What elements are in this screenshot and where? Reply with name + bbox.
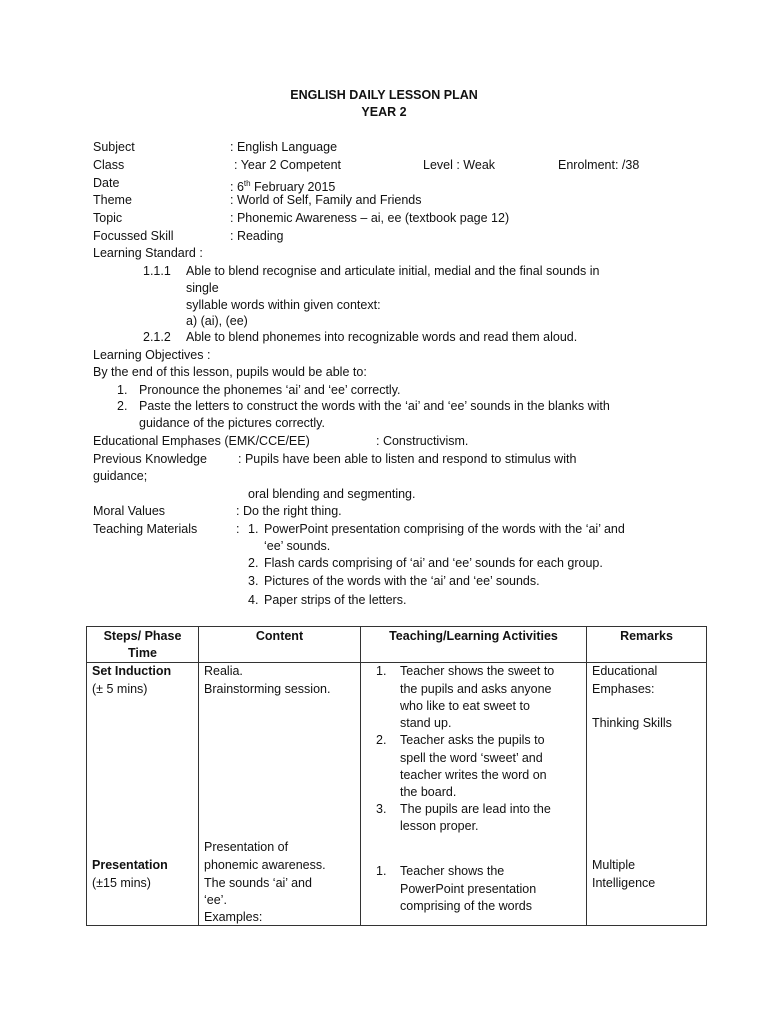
document-title: ENGLISH DAILY LESSON PLAN [290,88,478,102]
previous-knowledge-value: guidance; [93,469,148,483]
emphases-value: : Constructivism. [376,434,469,448]
date-label: Date [93,176,120,190]
class-label: Class [93,158,125,172]
standard-line: a) (ai), (ee) [186,314,248,328]
activity-line: comprising of the words [400,899,533,913]
teaching-materials-label: Teaching Materials [93,522,198,536]
material-text: Pictures of the words with the ‘ai’ and ‘ee’ sounds. [264,574,540,588]
topic-label: Topic [93,211,123,225]
moral-values-value: : Do the right thing. [236,504,342,518]
header-time: Time [128,646,157,660]
previous-knowledge-label: Previous Knowledge [93,452,207,466]
standard-line: single [186,281,219,295]
activity-line: stand up. [400,716,452,730]
activity-line: Teacher shows the sweet to [400,664,555,678]
activity-line: lesson proper. [400,819,479,833]
activity-line: PowerPoint presentation [400,882,537,896]
material-text: ‘ee’ sounds. [264,539,331,553]
date-suffix: February 2015 [250,180,336,195]
subject-label: Subject [93,140,135,154]
content-line: ‘ee’. [204,893,227,907]
objective-text: Paste the letters to construct the words with the ‘ai’ and ‘ee’ sounds in the blanks with [139,399,610,413]
remark-line: Educational [592,664,658,678]
theme-label: Theme [93,193,132,207]
table-row [87,663,707,926]
date-prefix: : 6 [230,180,244,195]
objective-text: guidance of the pictures correctly. [139,416,325,430]
focussed-skill-value: : Reading [230,229,284,243]
content-line: Brainstorming session. [204,682,331,696]
objective-number: 2. [117,399,128,413]
material-number: 3. [248,574,259,588]
standard-line: Able to blend phonemes into recognizable words and read them aloud. [186,330,578,344]
activity-number: 1. [376,664,387,678]
learning-objectives-label: Learning Objectives : [93,348,211,362]
content-cell [199,663,361,926]
enrolment-text: Enrolment: /38 [558,158,640,172]
previous-knowledge-value: : Pupils have been able to listen and respond to stimulus with [238,452,577,466]
previous-knowledge-value: oral blending and segmenting. [248,487,416,501]
content-line: phonemic awareness. [204,858,326,872]
lesson-steps-table [86,626,707,926]
date-superscript: th [243,179,251,188]
phase-cell [87,663,199,926]
material-number: 4. [248,593,259,607]
activity-line: Teacher asks the pupils to [400,733,545,747]
standard-line: syllable words within given context: [186,298,381,312]
remark-line: Multiple [592,858,636,872]
remark-line: Emphases: [592,682,655,696]
phase-time: (± 5 mins) [92,682,148,696]
moral-values-label: Moral Values [93,504,166,518]
theme-value: : World of Self, Family and Friends [230,193,422,207]
material-text: PowerPoint presentation comprising of the words with the ‘ai’ and [264,522,625,536]
emphases-label: Educational Emphases (EMK/CCE/EE) [93,434,310,448]
focussed-skill-label: Focussed Skill [93,229,174,243]
header-activities: Teaching/Learning Activities [361,627,587,663]
activity-line: Teacher shows the [400,864,505,878]
header-content: Content [199,627,361,663]
level-text: Level : Weak [423,158,496,172]
header-steps-phase-time [87,627,199,663]
remarks-cell [587,663,707,926]
remark-line: Intelligence [592,876,656,890]
standard-code: 1.1.1 [143,264,171,278]
table-header-row [87,627,707,663]
teaching-materials-colon: : [236,522,240,536]
activity-line: The pupils are lead into the [400,802,551,816]
objectives-intro: By the end of this lesson, pupils would be able to: [93,365,367,379]
learning-standard-label: Learning Standard : [93,246,203,260]
content-line: The sounds ‘ai’ and [204,876,312,890]
subject-value: : English Language [230,140,338,154]
document-subtitle: YEAR 2 [361,105,407,119]
remark-line: Thinking Skills [592,716,672,730]
standard-line: Able to blend recognise and articulate initial, medial and the final sounds in [186,264,600,278]
content-line: Realia. [204,664,243,678]
header-remarks: Remarks [587,627,707,663]
phase-set-induction: Set Induction [92,664,172,678]
phase-presentation: Presentation [92,858,168,872]
activity-number: 1. [376,864,387,878]
objective-text: Pronounce the phonemes ‘ai’ and ‘ee’ correctly. [139,383,401,397]
activity-number: 3. [376,802,387,816]
material-number: 2. [248,556,259,570]
phase-time: (±15 mins) [92,876,151,890]
material-text: Paper strips of the letters. [264,593,407,607]
topic-value: : Phonemic Awareness – ai, ee (textbook page 12) [230,211,510,225]
standard-code: 2.1.2 [143,330,171,344]
material-number: 1. [248,522,259,536]
activity-number: 2. [376,733,387,747]
material-text: Flash cards comprising of ‘ai’ and ‘ee’ sounds for each group. [264,556,603,570]
class-value: : Year 2 Competent [234,158,342,172]
header-steps-phase: Steps/ Phase [103,629,182,643]
activity-line: teacher writes the word on [400,768,547,782]
objective-number: 1. [117,383,128,397]
activity-line: spell the word ‘sweet’ and [400,751,543,765]
activities-cell [361,663,587,926]
activity-line: who like to eat sweet to [400,699,530,713]
activity-line: the pupils and asks anyone [400,682,552,696]
content-line: Examples: [204,910,263,924]
content-line: Presentation of [204,840,289,854]
activity-line: the board. [400,785,457,799]
